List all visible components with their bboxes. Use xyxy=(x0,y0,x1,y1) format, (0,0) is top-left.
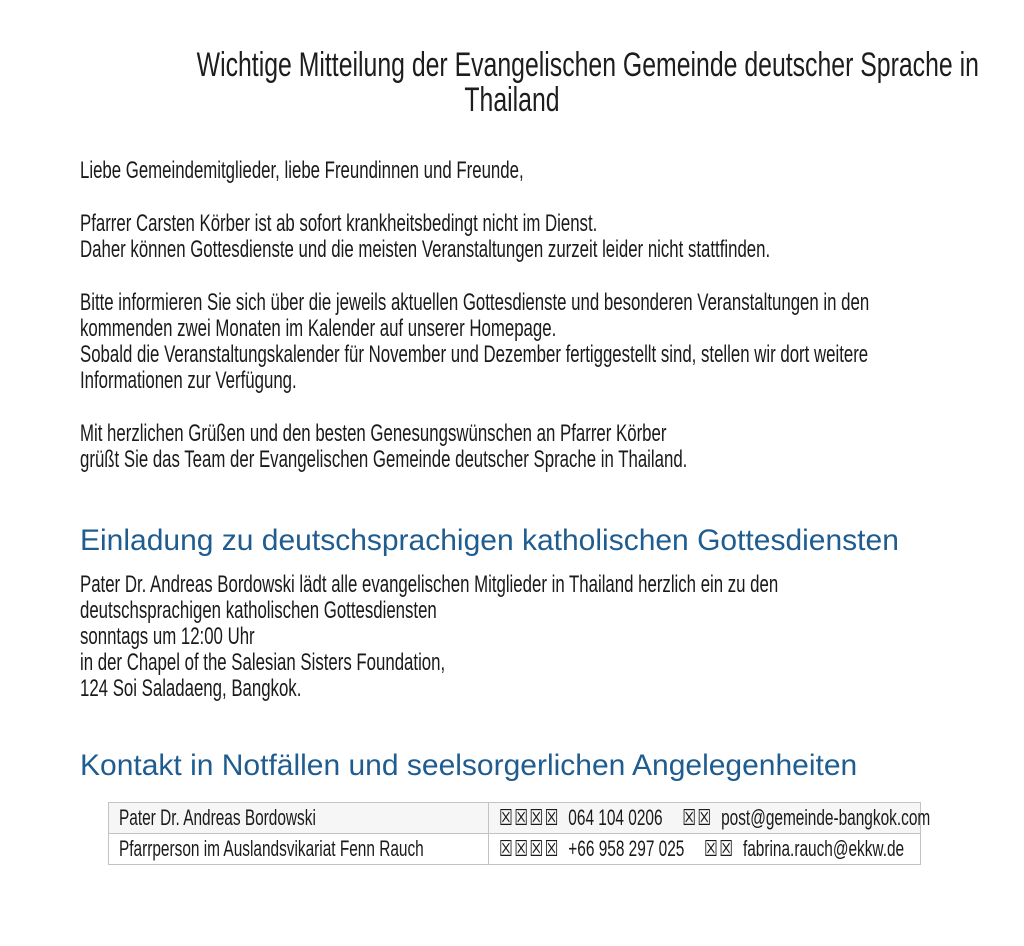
page-title-line-2: Thailand xyxy=(464,81,560,119)
contact-details xyxy=(499,836,904,862)
paragraph-greetings xyxy=(80,420,688,473)
page-title-line-1: Wichtige Mitteilung der Evangelischen Gemeinde deutscher Sprache in xyxy=(196,46,979,84)
section-heading-invitation-text: Einladung zu deutschsprachigen katholischen Gottesdiensten xyxy=(80,524,899,557)
contact-name: Pfarrperson im Auslandsvikariat Fenn Rauch xyxy=(119,836,424,861)
contact-details-cell xyxy=(489,803,931,834)
page-title xyxy=(80,46,979,119)
greeting-line: Liebe Gemeindemitglieder, liebe Freundinnen und Freunde, xyxy=(80,157,524,184)
paragraph-line: Pater Dr. Andreas Bordowski lädt alle evangelischen Mitglieder in Thailand herzlich ein zu den xyxy=(80,571,779,598)
paragraph-calendar-info xyxy=(80,289,870,394)
email-icon: ☒☒ xyxy=(704,836,735,861)
contact-name-cell xyxy=(109,834,489,865)
phone-icon: ☒☒☒☒ xyxy=(499,836,560,861)
paragraph-line: Pfarrer Carsten Körber ist ab sofort krankheitsbedingt nicht im Dienst. xyxy=(80,210,598,237)
paragraph-line: Mit herzlichen Grüßen und den besten Genesungswünschen an Pfarrer Körber xyxy=(80,420,667,447)
section-heading-contact xyxy=(80,750,944,782)
paragraph-line: Informationen zur Verfügung. xyxy=(80,367,297,394)
paragraph-line: deutschsprachigen katholischen Gottesdiensten xyxy=(80,597,437,624)
contact-phone: 064 104 0206 xyxy=(568,805,663,830)
paragraph-invitation xyxy=(80,571,779,702)
contact-name: Pater Dr. Andreas Bordowski xyxy=(119,805,316,830)
paragraph-line: in der Chapel of the Salesian Sisters Foundation, xyxy=(80,649,446,676)
contact-email: post@gemeinde-bangkok.com xyxy=(721,805,931,830)
phone-icon: ☒☒☒☒ xyxy=(499,805,560,830)
contact-phone: +66 958 297 025 xyxy=(568,836,685,861)
paragraph-sick-notice xyxy=(80,210,771,263)
email-icon: ☒☒ xyxy=(682,805,713,830)
contact-details-cell xyxy=(489,834,921,865)
paragraph-line: sonntags um 12:00 Uhr xyxy=(80,623,255,650)
section-heading-contact-text: Kontakt in Notfällen und seelsorgerlichen Angelegenheiten xyxy=(80,749,858,782)
paragraph-line: kommenden zwei Monaten im Kalender auf unserer Homepage. xyxy=(80,315,557,342)
paragraph-line: grüßt Sie das Team der Evangelischen Gemeinde deutscher Sprache in Thailand. xyxy=(80,446,688,473)
contact-table xyxy=(108,802,931,865)
table-row xyxy=(109,834,921,865)
section-heading-invitation xyxy=(80,525,944,557)
paragraph-line: 124 Soi Saladaeng, Bangkok. xyxy=(80,675,302,702)
contact-details xyxy=(499,805,930,831)
paragraph-line: Bitte informieren Sie sich über die jeweils aktuellen Gottesdienste und besonderen Veranstaltungen in den xyxy=(80,289,870,316)
table-row xyxy=(109,803,921,834)
paragraph-line: Daher können Gottesdienste und die meisten Veranstaltungen zurzeit leider nicht stattfinden. xyxy=(80,236,771,263)
greeting-paragraph xyxy=(80,158,685,184)
paragraph-line: Sobald die Veranstaltungskalender für November und Dezember fertiggestellt sind, stellen wir dort weitere xyxy=(80,341,869,368)
contact-email: fabrina.rauch@ekkw.de xyxy=(742,836,905,861)
contact-name-cell xyxy=(109,803,489,834)
